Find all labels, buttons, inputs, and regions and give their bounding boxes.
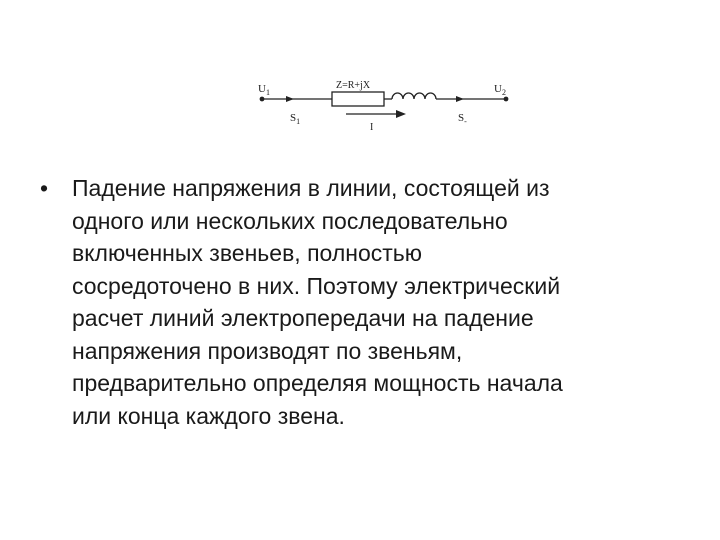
bullet-line: включенных звеньев, полностью [72,240,422,266]
power-right-label: $S_-$ [458,112,467,126]
current-arrow-head [396,110,406,118]
impedance-label: Z=R+jX [336,80,371,91]
bullet-line: предварительно определяя мощность начала [72,370,563,396]
bullet-line: напряжения производят по звеньям, [72,337,463,364]
bullet-line: или конца каждого звена. [72,402,345,429]
bullet-text [72,172,680,432]
node-right [504,97,509,102]
bullet-line: расчет линий электропередачи на падение [72,305,534,331]
node-right-label: $U_2$ [494,83,506,97]
arrow-s1 [286,96,294,102]
bullet-line: Падение напряжения в линии, состоящей из [72,175,550,201]
bullet-line: одного или нескольких последовательно [72,207,508,234]
current-label: I [370,122,374,133]
bullet-marker: • [40,175,49,201]
node-left-label: $U_1$ [258,83,270,97]
node-left [260,97,265,102]
power-left-label: $S_1$ [290,112,301,126]
circuit-diagram [250,74,520,140]
arrow-s2 [456,96,464,102]
resistor [332,92,384,106]
inductor [392,93,436,99]
bullet-item [40,172,680,432]
bullet-line: сосредоточено в них. Поэтому электрический [72,272,561,299]
